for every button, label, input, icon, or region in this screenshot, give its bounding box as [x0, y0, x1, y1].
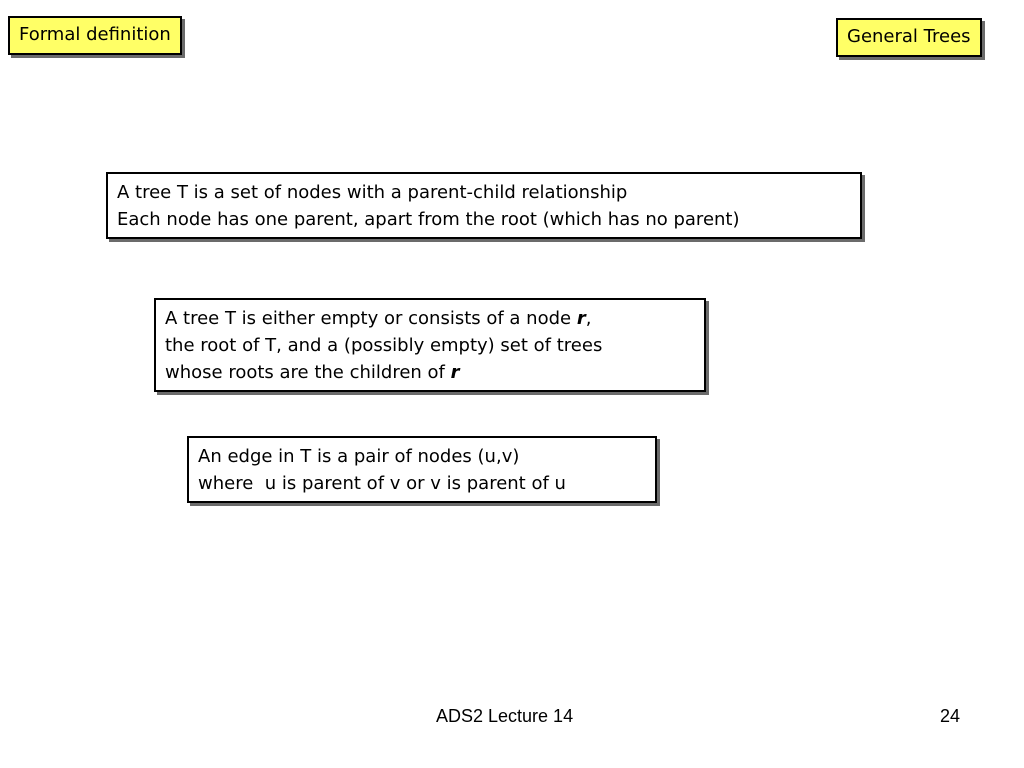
definition-line-2: Each node has one parent, apart from the root (which has no parent) [117, 209, 740, 230]
root-variable: r [576, 308, 586, 329]
definition-line-1: A tree T is a set of nodes with a parent-child relationship [117, 182, 628, 203]
recursive-line-1-tail: , [585, 308, 592, 329]
root-variable-2: r [450, 362, 460, 383]
section-tag-label: General Trees [847, 26, 971, 47]
recursive-line-3-text: whose roots are the children of [165, 362, 451, 383]
section-tag [836, 18, 982, 57]
definition-box-edge [187, 436, 657, 503]
edge-line-1: An edge in T is a pair of nodes (u,v) [198, 446, 520, 467]
recursive-line-3 [165, 359, 695, 386]
definition-box-parent-child [106, 172, 862, 239]
recursive-line-1 [165, 305, 695, 332]
footer-lecture: ADS2 Lecture 14 [436, 706, 574, 726]
edge-line-2: where u is parent of v or v is parent of u [198, 473, 566, 494]
topic-tag [8, 16, 182, 55]
page-number: 24 [940, 706, 961, 726]
recursive-line-2: the root of T, and a (possibly empty) set of trees [165, 335, 603, 356]
definition-box-recursive [154, 298, 706, 392]
recursive-line-1-text: A tree T is either empty or consists of a node [165, 308, 577, 329]
topic-tag-label: Formal definition [19, 24, 171, 45]
